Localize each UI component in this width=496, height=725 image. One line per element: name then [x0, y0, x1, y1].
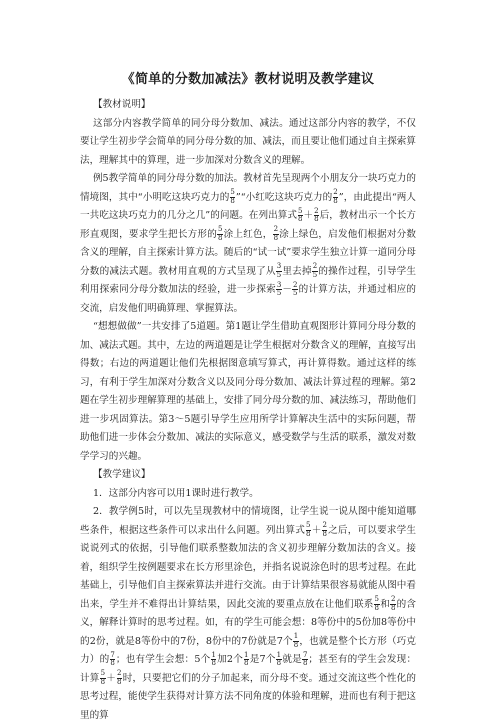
fraction: $\frac{5}{8}$ — [230, 188, 235, 205]
fraction: $\frac{1}{8}$ — [211, 650, 216, 667]
fraction: $\frac{5}{8}$ — [217, 225, 223, 242]
page-title: 《简单的分数加减法》教材说明及教学建议 — [121, 72, 375, 87]
fraction: $\frac{2}{8}$ — [390, 595, 396, 612]
fraction: $\frac{2}{5}$ — [312, 262, 318, 279]
fraction: $\frac{5}{8}$ — [298, 206, 303, 223]
fraction: $\frac{1}{8}$ — [244, 650, 249, 667]
fraction: $\frac{2}{8}$ — [273, 225, 279, 242]
section-heading-textbook-notes: 【教材说明】 — [92, 99, 151, 110]
fraction: $\frac{3}{5}$ — [276, 262, 282, 279]
paragraph-example5: 例5教学简单的同分母分数的加法。教材首先呈现两个小朋友分一块巧克力的情境图，其中“小明吃这块巧克力的 $\frac{5}{8}$ ”“小红吃这块巧克力的 $\frac{2}{8}$ ”，由此提出“两人一共吃这块巧克力的几分之几”的问题。在列出算式 $\frac{5}{8}$ ＋ $\frac{2}{8}$ 后，教材出示一个长方形直观图，要求学生把长方形的 $\frac{5}{8}$ 涂上红色， $\frac{2}{8}$ 涂上绿色，启发他们根据对分数含义的理解，自主探索计算方法。随后的“试一试”要求学生独立计算一道同分母分数的减法式题。教材用直观的方式呈现了从 $\frac{3}{5}$ 里去掉 $\frac{2}{5}$ 的操作过程，引导学生利用探索同分母分数加法的经验，进一步探索 $\frac{3}{5}$ － $\frac{2}{5}$ 的计算方法，并通过相应的交流，启发他们明确算理、掌握算法。 — [80, 173, 417, 314]
fraction: $\frac{2}{5}$ — [292, 280, 298, 297]
fraction: $\frac{7}{8}$ — [110, 650, 115, 667]
fraction: $\frac{5}{8}$ — [306, 521, 311, 538]
fraction: $\frac{5}{8}$ — [374, 595, 379, 612]
suggestion-item-1: 1．这部分内容可以用1课时进行教学。 — [92, 487, 259, 499]
fraction: $\frac{5}{8}$ — [100, 669, 106, 686]
fraction: $\frac{2}{8}$ — [314, 206, 319, 223]
fraction: $\frac{2}{8}$ — [117, 669, 122, 686]
fraction: $\frac{2}{8}$ — [333, 188, 338, 205]
document-body — [80, 96, 416, 725]
fraction: $\frac{1}{8}$ — [293, 632, 299, 649]
fraction: $\frac{1}{8}$ — [276, 650, 282, 667]
section-heading-teaching-suggestions: 【教学建议】 — [92, 469, 151, 480]
fraction: $\frac{2}{8}$ — [322, 521, 327, 538]
fraction: $\frac{3}{5}$ — [276, 280, 282, 297]
paragraph-overview: 这部分内容教学简单的同分母分数加、减法。通过这部分内容的教学，不仅要让学生初步学会简单的同分母分数的加、减法，而且要让他们通过自主探索算法，理解其中的算理，进一步加深对分数含义的理解。 — [80, 117, 416, 166]
paragraph-exercises: “想想做做”一共安排了5道题。第1题让学生借助直观图形计算同分母分数的加、减法式题。其中，左边的两道题是让学生根据对分数含义的理解，直接写出得数；右边的两道题让他们先根据图意填写算式，再计算得数。通过这样的练习，有利于学生加深对分数含义以及同分母分数加、减法计算过程的理解。第2题在学生初步理解算理的基础上，安排了同分母分数的加、减法练习，帮助他们进一步巩固算法。第3～5题引导学生应用所学计算解决生活中的实际问题，帮助他们进一步体会分数加、减法的实际意义，感受数学与生活的联系，激发对数学学习的兴趣。 — [80, 321, 416, 462]
fraction: $\frac{7}{8}$ — [302, 650, 308, 667]
suggestion-item-2: 2．教学例5时，可以先呈现教材中的情境图，让学生说一说从图中能知道哪些条件，根据这些条件可以求出什么问题。列出算式 $\frac{5}{8}$ ＋ $\frac{2}{8}$ 之后，可以要求学生说说列式的依据，引导他们联系整数加法的含义初步理解分数加法的含义。接着，组织学生按例题要求在长方形里涂色，并指名说说涂色时的思考过程。在此基础上，引导他们自主探索算法并进行交流。由于计算结果很容易就能从图中看出来，学生并不难得出计算结果，因此交流的要重点放在让他们联系 $\frac{5}{8}$ 和 $\frac{2}{8}$ 的含义，解释计算时的思考过程。如，有的学生可能会想：8等份中的5份加8等份中的2份，就是8等份中的7份，8份中的7份就是7个 $\frac{1}{8}$ ，也就是整个长方形（巧克力）的 $\frac{7}{8}$ ；也有学生会想：5个 $\frac{1}{8}$ 加2个 $\frac{1}{8}$ 是7个 $\frac{1}{8}$ 就是 $\frac{7}{8}$ ；甚至有的学生会发现：计算 $\frac{5}{8}$ ＋ $\frac{2}{8}$ 时，只要把它们的分子加起来，而分母不变。通过交流这些个性化的思考过程，能使学生获得对计算方法不同角度的体验和理解，进而也有利于把这里的算 — [80, 506, 417, 721]
